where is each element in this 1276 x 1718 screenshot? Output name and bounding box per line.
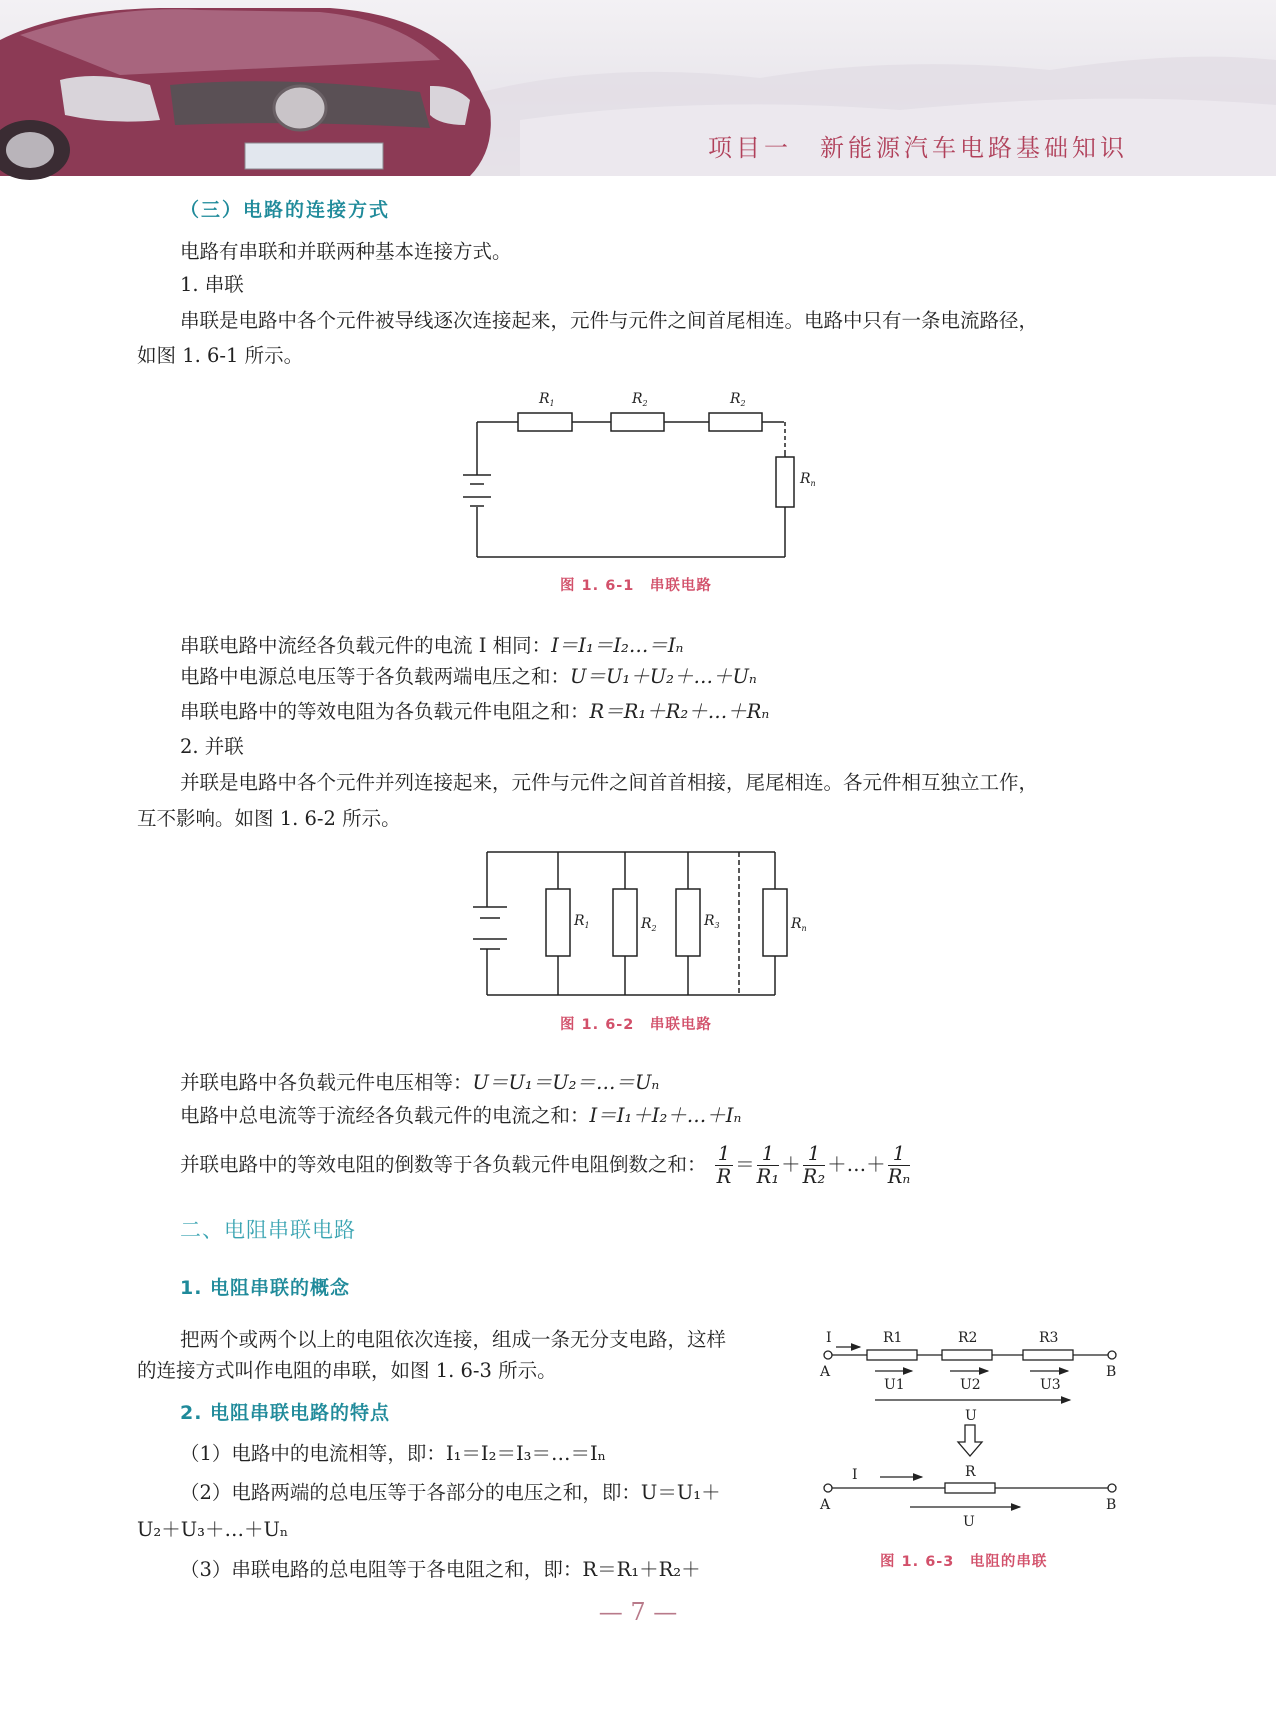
fig3-label-b: B bbox=[1106, 1364, 1117, 1380]
subheading-features: 2. 电阻串联电路的特点 bbox=[180, 1402, 391, 1424]
fig3-label-r1: R1 bbox=[883, 1330, 903, 1346]
paragraph-parallel-current: 电路中总电流等于流经各负载元件的电流之和：I＝I₁＋I₂＋…＋Iₙ bbox=[180, 1104, 742, 1127]
fraction-1-r: $\frac{1}{R}$ bbox=[716, 1142, 732, 1188]
fig3-label-r3: R3 bbox=[1039, 1330, 1059, 1346]
label-series: 1. 串联 bbox=[180, 273, 244, 296]
fig3-label-i: I bbox=[826, 1330, 832, 1346]
paragraph-intro: 电路有串联和并联两种基本连接方式。 bbox=[180, 240, 512, 263]
feature-2a: （2）电路两端的总电压等于各部分的电压之和，即：U＝U₁＋ bbox=[180, 1481, 721, 1504]
paragraph-series-resistance: 串联电路中的等效电阻为各负载元件电阻之和：R＝R₁＋R₂＋…＋Rₙ bbox=[180, 700, 770, 723]
fig1-label-r1: $R_1$ bbox=[539, 391, 555, 408]
paragraph-parallel-resistance: 并联电路中的等效电阻的倒数等于各负载元件电阻倒数之和： $\frac{1}{R}$ ＝ $\frac{1}{\text{R₁}}$ ＋ $\frac{1}{\text{R₂}}$ ＋…＋ $\frac{1}{\text{Rₙ}}$ bbox=[180, 1142, 911, 1188]
page-header bbox=[0, 0, 1276, 176]
fig2-label-rn: $R_n$ bbox=[791, 916, 807, 933]
figure-parallel-circuit bbox=[460, 844, 807, 1004]
fig2-label-r1: $R_1$ bbox=[574, 913, 590, 930]
fig3-bottom-label-u: U bbox=[963, 1514, 975, 1530]
fraction-1-r2: $\frac{1}{\text{R₂}}$ bbox=[802, 1142, 826, 1188]
fig1-label-r2: $R_2$ bbox=[632, 391, 648, 408]
fig3-label-r2: R2 bbox=[958, 1330, 978, 1346]
paragraph-series-voltage: 电路中电源总电压等于各负载两端电压之和：U＝U₁＋U₂＋…＋Uₙ bbox=[180, 665, 757, 688]
fig3-bottom-label-r: R bbox=[965, 1464, 976, 1480]
fig1-label-rn: $R_n$ bbox=[800, 471, 816, 488]
figure-series-circuit bbox=[450, 385, 830, 565]
fig3-bottom-label-i: I bbox=[852, 1467, 858, 1483]
header-title: 项目一 新能源汽车电路基础知识 bbox=[708, 134, 1128, 162]
fraction-1-r1: $\frac{1}{\text{R₁}}$ bbox=[756, 1142, 780, 1188]
figure-caption-1: 图 1. 6-1 串联电路 bbox=[560, 578, 712, 594]
feature-1: （1）电路中的电流相等，即：I₁＝I₂＝I₃＝…＝Iₙ bbox=[180, 1442, 607, 1465]
paragraph-concept-1: 把两个或两个以上的电阻依次连接，组成一条无分支电路，这样 bbox=[180, 1328, 727, 1351]
figure-resistor-series bbox=[810, 1320, 1130, 1550]
fig3-bottom-label-a: A bbox=[820, 1497, 831, 1513]
paragraph-parallel-1: 并联是电路中各个元件并列连接起来，元件与元件之间首首相接，尾尾相连。各元件相互独立工作， bbox=[180, 771, 1039, 794]
subheading-concept: 1. 电阻串联的概念 bbox=[180, 1277, 351, 1299]
paragraph-series-2: 如图 1. 6-1 所示。 bbox=[137, 344, 304, 367]
feature-2b: U₂＋U₃＋…＋Uₙ bbox=[137, 1518, 289, 1541]
paragraph-parallel-voltage: 并联电路中各负载元件电压相等：U＝U₁＝U₂＝…＝Uₙ bbox=[180, 1071, 660, 1094]
figure-caption-3: 图 1. 6-3 电阻的串联 bbox=[880, 1554, 1048, 1570]
fig2-label-r2: $R_2$ bbox=[641, 916, 657, 933]
fraction-1-rn: $\frac{1}{\text{Rₙ}}$ bbox=[887, 1142, 911, 1188]
figure-caption-2: 图 1. 6-2 串联电路 bbox=[560, 1017, 712, 1033]
fig3-label-a: A bbox=[820, 1364, 831, 1380]
fig3-bottom-label-b: B bbox=[1106, 1497, 1117, 1513]
section-heading-connection: （三）电路的连接方式 bbox=[180, 199, 391, 221]
paragraph-concept-2: 的连接方式叫作电阻的串联，如图 1. 6-3 所示。 bbox=[137, 1359, 557, 1382]
fig1-label-r2b: $R_2$ bbox=[730, 391, 746, 408]
paragraph-series-current: 串联电路中流经各负载元件的电流 I 相同：I＝I₁＝I₂…＝Iₙ bbox=[180, 634, 684, 657]
section-heading-resistor-series: 二、电阻串联电路 bbox=[180, 1218, 356, 1242]
fig3-label-u3: U3 bbox=[1040, 1377, 1061, 1393]
feature-3: （3）串联电路的总电阻等于各电阻之和，即：R＝R₁＋R₂＋ bbox=[180, 1558, 701, 1581]
label-parallel: 2. 并联 bbox=[180, 735, 244, 758]
fig3-label-u1: U1 bbox=[884, 1377, 905, 1393]
page-number: — 7 — bbox=[598, 1598, 678, 1626]
fig2-label-r3: $R_3$ bbox=[704, 913, 720, 930]
paragraph-parallel-2: 互不影响。如图 1. 6-2 所示。 bbox=[137, 807, 401, 830]
paragraph-series-1: 串联是电路中各个元件被导线逐次连接起来，元件与元件之间首尾相连。电路中只有一条电流路径， bbox=[180, 309, 1039, 332]
fig3-label-u: U bbox=[965, 1408, 977, 1424]
fig3-label-u2: U2 bbox=[960, 1377, 981, 1393]
